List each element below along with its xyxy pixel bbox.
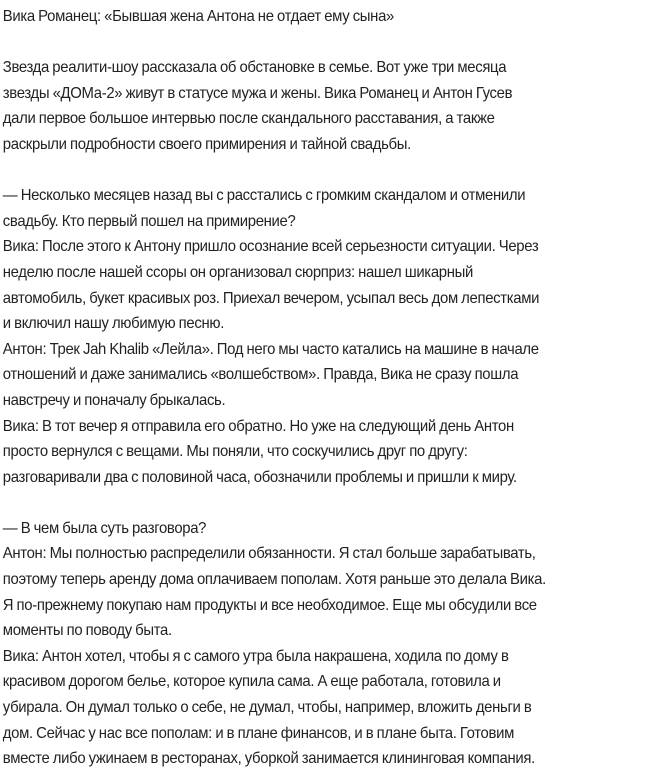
text-line: дали первое большое интервью после скандального расставания, а также [2,110,495,128]
answer-line: автомобиль, букет красивых роз. Приехал вечером, усыпал весь дом лепестками [2,289,540,307]
answer-line: просто вернулся с вещами. Мы поняли, что соскучились друг по другу: [2,443,468,461]
text-line: раскрыли подробности своего примирения и тайной свадьбы. [2,135,411,153]
spacer [3,490,670,516]
answer-line: навстречу и поначалу брыкалась. [2,391,226,409]
answer-line: вместе либо ужинаем в ресторанах, уборкой занимается клининговая компания. [2,750,535,768]
answer-line: разговаривали два с половиной часа, обозначили проблемы и пришли к миру. [2,468,517,486]
answer-line: красивом дорогом белье, которое купила сама. А еще работала, готовила и [2,673,501,691]
answer-line: поэтому теперь аренду дома оплачиваем пополам. Хотя раньше это делала Вика. [2,571,546,589]
answer-line: Я по-прежнему покупаю нам продукты и все необходимое. Еще мы обсудили все [2,596,537,614]
question-line: — В чем была суть разговора? [2,519,207,537]
answer-line: отношений и даже занимались «волшебством». Правда, Вика не сразу пошла [2,366,519,384]
answer-line: Вика: В тот вечер я отправила его обратно. Но уже на следующий день Антон [2,417,514,435]
article-title: Вика Романец: «Бывшая жена Антона не отдает ему сына» [2,8,394,25]
intro-paragraph [3,55,670,157]
spacer [3,30,670,56]
text-line: звезды «ДОМа-2» живут в статусе мужа и жены. Вика Романец и Антон Гусев [2,84,513,102]
answer-line: Антон: Трек Jah Khalib «Лейла». Под него мы часто катались на машине в начале [2,340,539,358]
answer-line: убирала. Он думал только о себе, не думал, чтобы, например, вложить деньги в [2,699,532,717]
answer-line: Вика: После этого к Антону пришло осознание всей серьезности ситуации. Через [2,238,539,256]
question-line: — Несколько месяцев назад вы с расстались с громким скандалом и отменили [2,187,526,205]
question-line: свадьбу. Кто первый пошел на примирение? [2,212,296,230]
interview-section-1 [3,183,670,490]
text-line: Звезда реалити-шоу рассказала об обстановке в семье. Вот уже три месяца [2,59,507,77]
answer-line: Антон: Мы полностью распределили обязанности. Я стал больше зарабатывать, [2,545,536,563]
answer-line: и включил нашу любимую песню. [2,315,225,333]
spacer [3,158,670,184]
answer-line: неделю после нашей ссоры он организовал сюрприз: нашел шикарный [2,263,473,281]
answer-line: Вика: Антон хотел, чтобы я с самого утра была накрашена, ходила по дому в [2,647,509,665]
answer-line: дом. Сейчас у нас все пополам: и в плане финансов, и в плане быта. Готовим [2,724,514,742]
answer-line: моменты по поводу быта. [2,622,172,640]
interview-section-2 [3,516,670,772]
